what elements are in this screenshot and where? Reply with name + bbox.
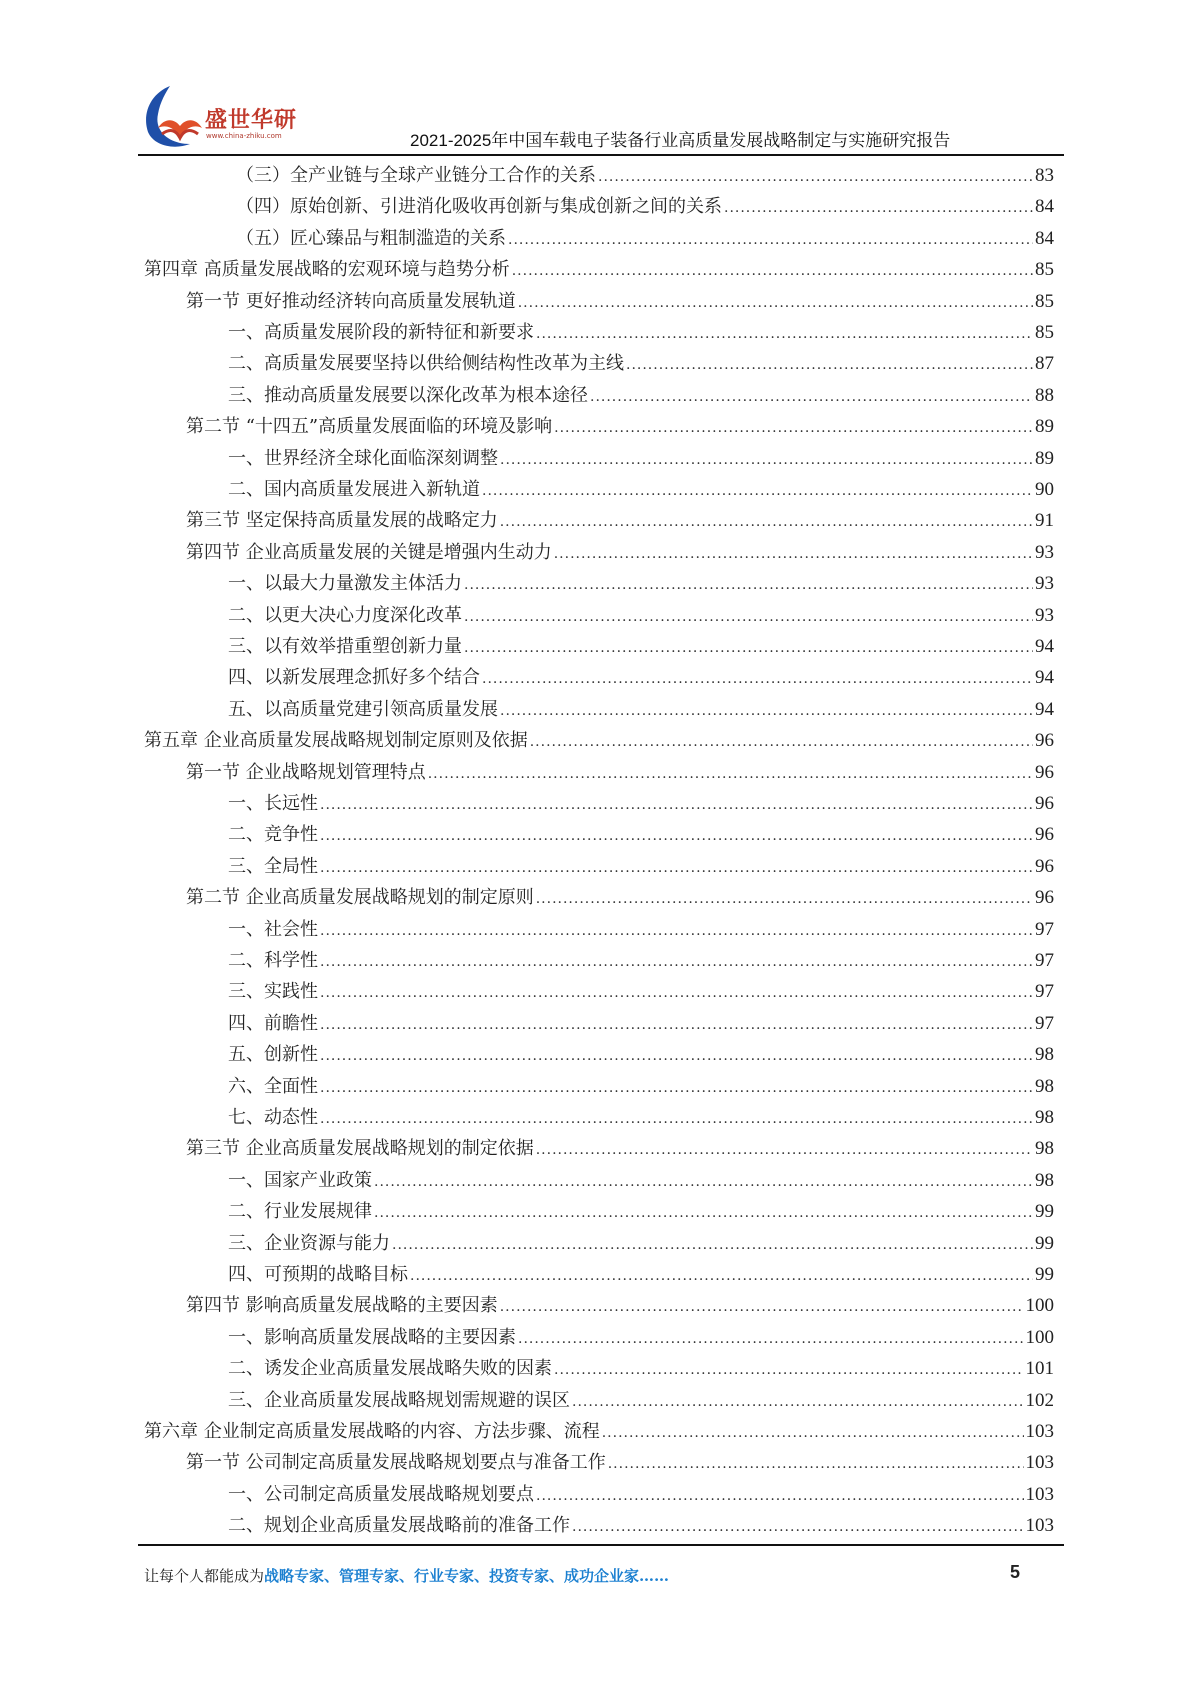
- report-title: 2021-2025年中国车载电子装备行业高质量发展战略制定与实施研究报告: [410, 131, 951, 150]
- dot-leader: [518, 1324, 1024, 1355]
- toc-entry-title: 三、企业资源与能力: [228, 1232, 390, 1254]
- dot-leader: [530, 727, 1033, 758]
- dot-leader: [536, 1481, 1024, 1512]
- toc-entry[interactable]: [228, 474, 1054, 505]
- toc-entry-page: 99: [1035, 1264, 1054, 1285]
- brand-name: 盛世华研: [205, 108, 298, 133]
- toc-entry-title: 一、世界经济全球化面临深刻调整: [228, 447, 498, 469]
- dot-leader: [320, 1073, 1033, 1104]
- dot-leader: [500, 507, 1033, 538]
- toc-entry[interactable]: [228, 976, 1054, 1007]
- toc-entry-title: （四）原始创新、引进消化吸收再创新与集成创新之间的关系: [236, 196, 722, 218]
- dot-leader: [392, 1230, 1033, 1261]
- dot-leader: [320, 821, 1033, 852]
- toc-entry-title: 二、科学性: [228, 950, 318, 971]
- toc-entry-page: 94: [1035, 698, 1054, 720]
- toc-entry[interactable]: [228, 1353, 1054, 1384]
- toc-entry-title: 第六章 企业制定高质量发展战略的内容、方法步骤、流程: [144, 1421, 600, 1442]
- dot-leader: [320, 947, 1033, 978]
- toc-entry[interactable]: [228, 851, 1054, 882]
- toc-entry[interactable]: [228, 788, 1054, 819]
- footer-highlight: 战略专家、管理专家、行业专家、投资专家、成功企业家……: [264, 1567, 670, 1585]
- toc-entry-page: 85: [1035, 322, 1054, 343]
- dot-leader: [608, 1449, 1024, 1480]
- toc-entry-title: 二、竞争性: [228, 824, 318, 846]
- toc-entry-page: 85: [1035, 290, 1054, 312]
- toc-entry-page: 97: [1035, 950, 1054, 971]
- toc-entry-page: 93: [1035, 573, 1054, 595]
- toc-entry-page: 91: [1035, 510, 1054, 532]
- toc-entry-page: 98: [1035, 1107, 1054, 1128]
- toc-entry-page: 96: [1035, 824, 1054, 846]
- toc-entry[interactable]: [228, 568, 1054, 599]
- toc-entry-page: 103: [1025, 1515, 1054, 1537]
- toc-entry[interactable]: [228, 1385, 1054, 1416]
- toc-entry-title: 第一节 公司制定高质量发展战略规划要点与准备工作: [186, 1452, 606, 1474]
- toc-entry-title: 三、实践性: [228, 981, 318, 1003]
- dot-leader: [572, 1512, 1024, 1543]
- toc-entry[interactable]: [186, 757, 1054, 788]
- dot-leader: [590, 382, 1033, 413]
- dot-leader: [320, 1104, 1033, 1135]
- dot-leader: [374, 1198, 1033, 1229]
- toc-entry[interactable]: [228, 348, 1054, 379]
- toc-entry-page: 88: [1035, 384, 1054, 406]
- toc-entry-title: 第四节 影响高质量发展战略的主要因素: [186, 1295, 498, 1317]
- page-number: 5: [1010, 1562, 1021, 1582]
- toc-entry-page: 98: [1035, 1044, 1054, 1066]
- toc-entry-page: 98: [1035, 1169, 1054, 1191]
- dot-leader: [724, 193, 1033, 224]
- toc-entry[interactable]: [186, 505, 1054, 536]
- toc-entry-title: 一、社会性: [228, 918, 318, 940]
- toc-entry-page: 84: [1035, 227, 1054, 249]
- toc-entry-page: 90: [1035, 479, 1054, 500]
- header-divider: [138, 154, 1064, 156]
- toc-entry-title: 四、以新发展理念抓好多个结合: [228, 667, 480, 689]
- dot-leader: [536, 1135, 1033, 1166]
- toc-entry-title: 二、以更大决心力度深化改革: [228, 604, 462, 626]
- footer-prefix: 让每个人都能成为: [144, 1567, 265, 1585]
- dot-leader: [320, 790, 1033, 821]
- toc-entry[interactable]: [228, 1228, 1054, 1259]
- dot-leader: [554, 413, 1033, 444]
- toc-entry-title: 七、动态性: [228, 1107, 318, 1128]
- toc-entry-page: 101: [1025, 1358, 1054, 1380]
- dot-leader: [626, 350, 1033, 381]
- toc-entry-title: 四、前瞻性: [228, 1012, 318, 1034]
- footer-slogan: [144, 1565, 669, 1586]
- toc-entry[interactable]: [236, 160, 1054, 191]
- toc-entry-title: 三、推动高质量发展要以深化改革为根本途径: [228, 384, 588, 406]
- toc-entry-page: 94: [1035, 636, 1054, 657]
- dot-leader: [374, 1167, 1033, 1198]
- dot-leader: [508, 225, 1033, 256]
- toc-entry[interactable]: [228, 631, 1054, 662]
- dot-leader: [554, 1355, 1024, 1386]
- dot-leader: [464, 633, 1033, 664]
- toc-entry-page: 85: [1035, 259, 1054, 281]
- toc-entry[interactable]: [186, 1133, 1054, 1164]
- dot-leader: [464, 602, 1033, 633]
- toc-entry-page: 103: [1025, 1483, 1054, 1505]
- toc-entry-title: 一、高质量发展阶段的新特征和新要求: [228, 322, 534, 343]
- toc-entry-page: 96: [1035, 793, 1054, 814]
- toc-entry-title: 一、公司制定高质量发展战略规划要点: [228, 1483, 534, 1505]
- dot-leader: [512, 256, 1033, 287]
- toc-entry[interactable]: [228, 1196, 1054, 1227]
- toc-entry[interactable]: [228, 819, 1054, 850]
- toc-entry[interactable]: [228, 1071, 1054, 1102]
- toc-entry-page: 99: [1035, 1201, 1054, 1223]
- toc-entry-page: 89: [1035, 447, 1054, 469]
- toc-entry-page: 103: [1025, 1421, 1054, 1442]
- toc-entry-page: 103: [1025, 1452, 1054, 1474]
- toc-entry[interactable]: [228, 694, 1054, 725]
- toc-entry[interactable]: [228, 380, 1054, 411]
- dot-leader: [320, 853, 1033, 884]
- dot-leader: [598, 162, 1033, 193]
- toc-entry-title: 第一节 更好推动经济转向高质量发展轨道: [186, 290, 516, 312]
- toc-entry-page: 93: [1035, 604, 1054, 626]
- toc-entry-page: 102: [1025, 1389, 1054, 1411]
- toc-entry-title: 第四章 高质量发展战略的宏观环境与趋势分析: [144, 259, 510, 281]
- toc-entry-page: 89: [1035, 416, 1054, 438]
- toc-entry-page: 83: [1035, 165, 1054, 186]
- toc-entry[interactable]: [228, 1008, 1054, 1039]
- dot-leader: [320, 916, 1033, 947]
- toc-entry[interactable]: [228, 317, 1054, 348]
- dot-leader: [320, 978, 1033, 1009]
- toc-entry-page: 96: [1035, 761, 1054, 783]
- toc-entry-title: 第三节 坚定保持高质量发展的战略定力: [186, 510, 498, 532]
- toc-entry-title: 三、以有效举措重塑创新力量: [228, 636, 462, 657]
- toc-entry-title: （五）匠心臻品与粗制滥造的关系: [236, 227, 506, 249]
- toc-entry-title: 第二节 企业高质量发展战略规划的制定原则: [186, 887, 534, 909]
- toc-entry-title: （三）全产业链与全球产业链分工合作的关系: [236, 165, 596, 186]
- dot-leader: [482, 476, 1033, 507]
- toc-entry[interactable]: [228, 1165, 1054, 1196]
- toc-entry-title: 一、国家产业政策: [228, 1169, 372, 1191]
- toc-entry-page: 94: [1035, 667, 1054, 689]
- toc-entry-title: 一、影响高质量发展战略的主要因素: [228, 1326, 516, 1348]
- toc-entry-page: 99: [1035, 1232, 1054, 1254]
- dot-leader: [320, 1041, 1033, 1072]
- dot-leader: [500, 1292, 1024, 1323]
- toc-entry-page: 100: [1025, 1295, 1054, 1317]
- toc-entry-title: 第三节 企业高质量发展战略规划的制定依据: [186, 1138, 534, 1160]
- toc-entry[interactable]: [186, 537, 1054, 568]
- brand-url: www.china-zhiku.com: [206, 132, 282, 140]
- toc-entry[interactable]: [228, 662, 1054, 693]
- toc-entry-title: 第四节 企业高质量发展的关键是增强内生动力: [186, 541, 552, 563]
- toc-entry[interactable]: [228, 1479, 1054, 1510]
- dot-leader: [500, 445, 1033, 476]
- toc-entry[interactable]: [186, 1290, 1054, 1321]
- toc-entry[interactable]: [186, 1447, 1054, 1478]
- toc-entry-title: 二、高质量发展要坚持以供给侧结构性改革为主线: [228, 353, 624, 375]
- footer-divider: [138, 1544, 1064, 1546]
- toc-entry-title: 三、企业高质量发展战略规划需规避的误区: [228, 1389, 570, 1411]
- toc-entry-title: 第一节 企业战略规划管理特点: [186, 761, 426, 783]
- toc-entry-title: 二、诱发企业高质量发展战略失败的因素: [228, 1358, 552, 1380]
- toc-entry-title: 四、可预期的战略目标: [228, 1264, 408, 1285]
- toc-entry[interactable]: [228, 1259, 1054, 1290]
- toc-entry-title: 一、以最大力量激发主体活力: [228, 573, 462, 595]
- toc-entry[interactable]: [228, 914, 1054, 945]
- toc-entry[interactable]: [236, 223, 1054, 254]
- dot-leader: [500, 696, 1033, 727]
- dot-leader: [536, 884, 1033, 915]
- toc-entry[interactable]: [228, 443, 1054, 474]
- toc-entry[interactable]: [228, 1510, 1054, 1541]
- toc-entry-title: 二、规划企业高质量发展战略前的准备工作: [228, 1515, 570, 1537]
- toc-entry-page: 96: [1035, 730, 1054, 752]
- toc-entry-title: 五、创新性: [228, 1044, 318, 1066]
- toc-entry-page: 97: [1035, 918, 1054, 940]
- toc-entry-title: 第二节 “十四五”高质量发展面临的环境及影响: [186, 416, 553, 438]
- dot-leader: [428, 759, 1033, 790]
- toc-entry-page: 97: [1035, 981, 1054, 1003]
- toc-entry-page: 93: [1035, 541, 1054, 563]
- toc-entry-title: 二、国内高质量发展进入新轨道: [228, 479, 480, 500]
- toc-entry[interactable]: [228, 1102, 1054, 1133]
- dot-leader: [482, 664, 1033, 695]
- dot-leader: [536, 319, 1033, 350]
- dot-leader: [572, 1387, 1024, 1418]
- toc-entry[interactable]: [228, 1039, 1054, 1070]
- toc-entry-page: 97: [1035, 1012, 1054, 1034]
- toc-entry[interactable]: [228, 1322, 1054, 1353]
- toc-entry-title: 二、行业发展规律: [228, 1201, 372, 1223]
- toc-entry[interactable]: [236, 191, 1054, 222]
- toc-entry-title: 三、全局性: [228, 855, 318, 877]
- toc-entry-page: 100: [1025, 1326, 1054, 1348]
- toc-entry-page: 98: [1035, 1075, 1054, 1097]
- toc-entry-title: 六、全面性: [228, 1075, 318, 1097]
- toc-entry-page: 84: [1035, 196, 1054, 218]
- toc-entry-title: 第五章 企业高质量发展战略规划制定原则及依据: [144, 730, 528, 752]
- toc-entry[interactable]: [144, 725, 1054, 756]
- toc-entry-page: 87: [1035, 353, 1054, 375]
- toc-entry[interactable]: [228, 945, 1054, 976]
- dot-leader: [554, 539, 1033, 570]
- toc-entry-title: 一、长远性: [228, 793, 318, 814]
- toc-entry[interactable]: [144, 1416, 1054, 1447]
- dot-leader: [320, 1010, 1033, 1041]
- toc-entry[interactable]: [186, 286, 1054, 317]
- dot-leader: [410, 1261, 1033, 1292]
- toc-entry[interactable]: [144, 254, 1054, 285]
- dot-leader: [602, 1418, 1024, 1449]
- dot-leader: [518, 288, 1033, 319]
- dot-leader: [464, 570, 1033, 601]
- toc-entry-page: 98: [1035, 1138, 1054, 1160]
- toc-entry[interactable]: [186, 411, 1054, 442]
- toc-entry[interactable]: [228, 600, 1054, 631]
- toc-entry[interactable]: [186, 882, 1054, 913]
- toc-entry-page: 96: [1035, 855, 1054, 877]
- toc-entry-title: 五、以高质量党建引领高质量发展: [228, 698, 498, 720]
- toc-entry-page: 96: [1035, 887, 1054, 909]
